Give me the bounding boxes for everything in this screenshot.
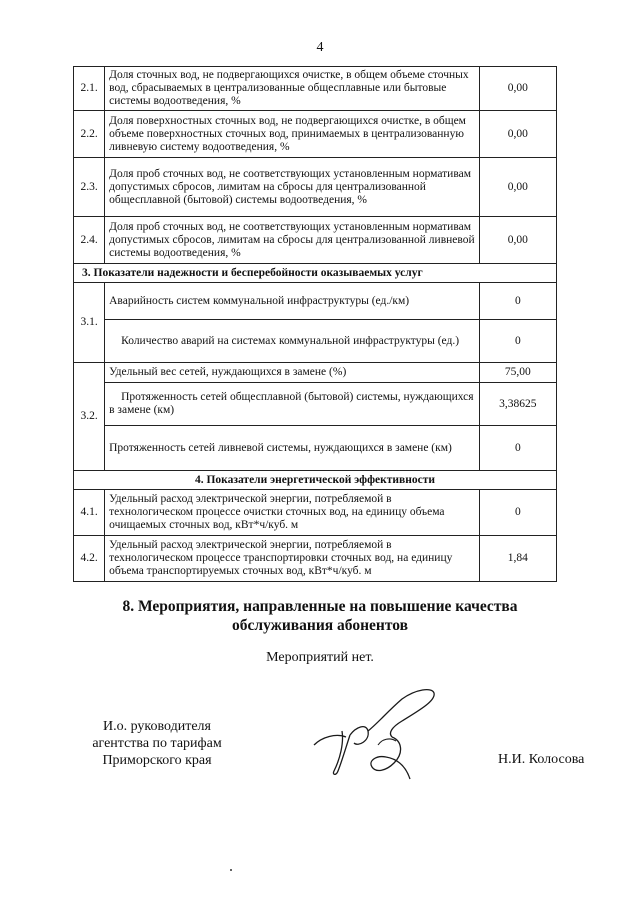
section-8-heading-line1: 8. Мероприятия, направленные на повышение качества: [122, 598, 518, 615]
table-row: [74, 158, 557, 217]
no-measures-text: Мероприятий нет.: [266, 650, 374, 665]
table-row: [74, 217, 557, 264]
row-number: 2.1.: [74, 67, 105, 111]
signer-title-line2: агентства по тарифам: [92, 736, 222, 751]
row-description: Доля поверхностных сточных вод, не подвергающихся очистке, в общем объеме поверхностных сточных вод, принимаемых в централизованную ливневую систему водоотведения, %: [105, 111, 480, 158]
row-value: 0: [479, 283, 556, 320]
indicators-table: [73, 66, 557, 582]
row-value: 0,00: [479, 67, 556, 111]
table-row: [74, 283, 557, 320]
page-number: 4: [316, 40, 324, 55]
signer-title-line3: Приморского края: [102, 753, 212, 768]
row-description: Протяженность сетей ливневой системы, нуждающихся в замене (км): [105, 426, 480, 471]
row-description: Удельный расход электрической энергии, потребляемой в технологическом процессе очистки сточных вод, на единицу объема очищаемых сточных вод, кВт*ч/куб. м: [105, 490, 480, 536]
signer-name: Н.И. Колосова: [498, 752, 585, 767]
row-number: 3.2.: [74, 363, 105, 471]
row-description: Доля сточных вод, не подвергающихся очистке, в общем объеме сточных вод, сбрасываемых в централизованные общесплавные или бытовые системы водоотведения, %: [105, 67, 480, 111]
section-3-header: [74, 264, 557, 283]
table-row: [74, 111, 557, 158]
row-description: Удельный расход электрической энергии, потребляемой в технологическом процессе транспортировки сточных вод, на единицу объема транспортируемых сточных вод, кВт*ч/куб. м: [105, 536, 480, 582]
row-description: Удельный вес сетей, нуждающихся в замене (%): [105, 363, 480, 383]
table-row: [74, 490, 557, 536]
signer-title-line1: И.о. руководителя: [102, 719, 211, 734]
handwritten-signature: [306, 683, 446, 793]
scan-speck: [230, 869, 232, 871]
section-8-heading-line2: обслуживания абонентов: [232, 617, 408, 634]
table-row: [74, 536, 557, 582]
row-description: Доля проб сточных вод, не соответствующих установленным нормативам допустимых сбросов, лимитам на сбросы для централизованной общесплавной (бытовой) системы водоотведения, %: [105, 158, 480, 217]
row-number: 3.1.: [74, 283, 105, 363]
row-number: 2.4.: [74, 217, 105, 264]
signer-title: [82, 718, 232, 769]
section-8-heading: [0, 597, 640, 635]
table-row: [74, 67, 557, 111]
row-value: 0,00: [479, 217, 556, 264]
row-number: 2.3.: [74, 158, 105, 217]
row-description: Аварийность систем коммунальной инфраструктуры (ед./км): [105, 283, 480, 320]
row-value: 75,00: [479, 363, 556, 383]
row-value: 0: [479, 320, 556, 363]
row-number: 2.2.: [74, 111, 105, 158]
table-row: [74, 426, 557, 471]
table-row: [74, 383, 557, 426]
row-description: Протяженность сетей общесплавной (бытовой) системы, нуждающихся в замене (км): [105, 383, 480, 426]
row-value: 3,38625: [479, 383, 556, 426]
row-value: 0,00: [479, 158, 556, 217]
row-description: Количество аварий на системах коммунальной инфраструктуры (ед.): [105, 320, 480, 363]
section-3-title: 3. Показатели надежности и бесперебойности оказываемых услуг: [74, 264, 557, 283]
row-number: 4.1.: [74, 490, 105, 536]
row-description: Доля проб сточных вод, не соответствующих установленным нормативам допустимых сбросов, лимитам на сбросы для централизованной ливневой системы водоотведения, %: [105, 217, 480, 264]
row-number: 4.2.: [74, 536, 105, 582]
row-value: 0: [479, 490, 556, 536]
table-row: [74, 363, 557, 383]
row-value: 1,84: [479, 536, 556, 582]
row-value: 0,00: [479, 111, 556, 158]
section-4-header: [74, 471, 557, 490]
section-4-title: 4. Показатели энергетической эффективности: [74, 471, 557, 490]
table-row: [74, 320, 557, 363]
row-value: 0: [479, 426, 556, 471]
